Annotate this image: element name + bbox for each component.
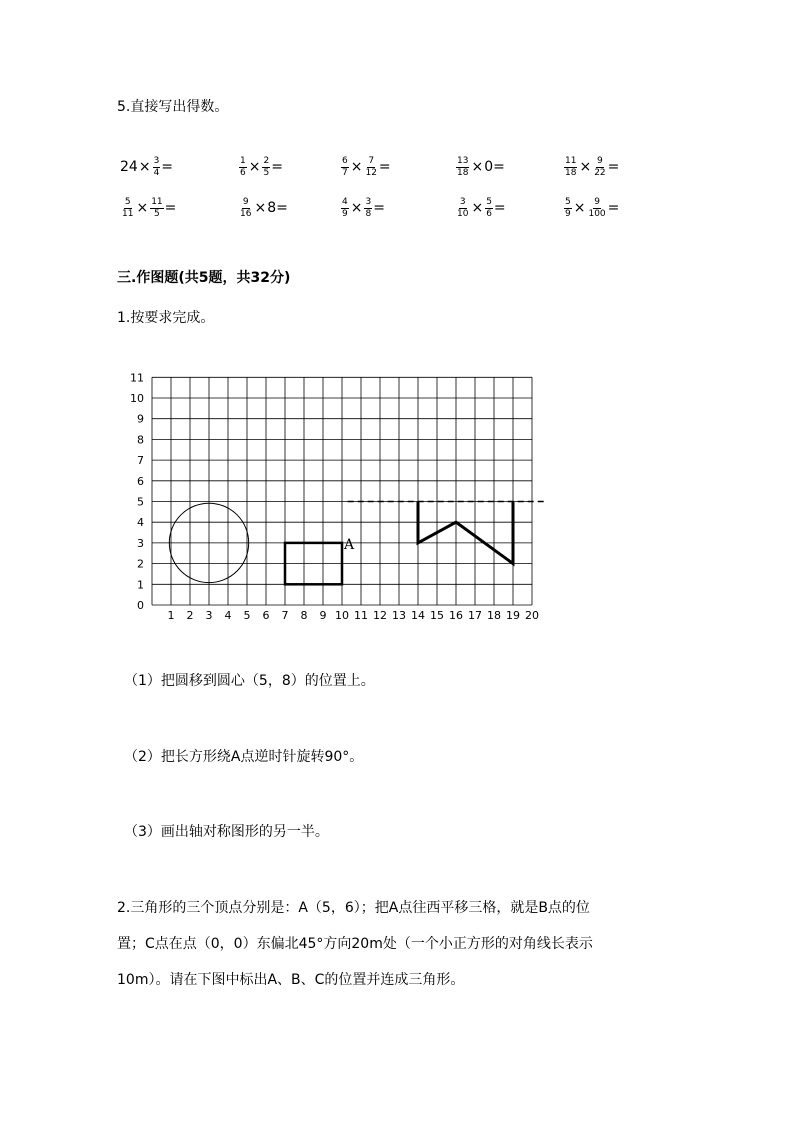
x-tick-label: 20 [525, 609, 539, 622]
fraction [364, 197, 372, 220]
question-2-line-3: 10m）。请在下图中标出A、B、C的位置并连成三角形。 [117, 972, 465, 988]
x-tick-label: 16 [449, 609, 463, 622]
denominator: 18 [565, 167, 577, 178]
y-tick-label: 7 [137, 454, 144, 468]
fraction [564, 197, 572, 220]
integer: 8 [267, 200, 277, 216]
expression [340, 194, 385, 222]
x-tick-label: 17 [468, 609, 482, 622]
numerator: 13 [457, 155, 469, 166]
expression [238, 153, 283, 181]
x-tick-label: 5 [243, 609, 251, 622]
denominator: 5 [154, 208, 160, 219]
fraction [121, 197, 134, 220]
fraction [593, 156, 606, 179]
expression [120, 153, 173, 181]
fraction [364, 156, 377, 179]
fraction [456, 197, 469, 220]
fraction [587, 197, 606, 220]
multiply-sign: × [579, 159, 592, 175]
sub-question-2: （2）把长方形绕A点逆时针旋转90°。 [124, 749, 364, 765]
expression [238, 194, 288, 222]
multiply-sign: × [350, 200, 363, 216]
y-tick-label: 9 [137, 412, 144, 426]
expression [563, 153, 619, 181]
denominator: 6 [486, 208, 492, 219]
expression [563, 194, 619, 222]
coordinate-grid-figure [120, 370, 550, 630]
multiply-sign: × [350, 159, 363, 175]
denominator: 100 [588, 208, 606, 219]
fraction [341, 156, 349, 179]
multiply-sign: × [248, 159, 261, 175]
y-tick-label: 11 [130, 371, 144, 385]
question-1-heading: 1.按要求完成。 [117, 310, 215, 326]
section-3-title: 三.作图题(共5题，共32分) [117, 270, 291, 286]
x-tick-label: 13 [392, 609, 406, 622]
numerator: 5 [486, 196, 492, 207]
fraction [153, 156, 161, 179]
half-symmetric-shape [418, 502, 513, 564]
denominator: 8 [365, 208, 372, 219]
fraction [456, 156, 469, 179]
numerator: 11 [151, 196, 163, 207]
question-5-heading: 5.直接写出得数。 [117, 99, 229, 115]
x-tick-label: 11 [354, 609, 368, 622]
numerator: 1 [240, 155, 246, 166]
integer: 24 [120, 159, 138, 175]
equals-sign: = [164, 200, 177, 216]
expression [120, 194, 176, 222]
denominator: 10 [457, 208, 469, 219]
expression [455, 153, 505, 181]
fraction [341, 197, 349, 220]
equals-sign: = [373, 200, 385, 216]
equals-sign: = [607, 159, 620, 175]
expression [455, 194, 506, 222]
x-tick-label: 19 [506, 609, 520, 622]
expression [340, 153, 391, 181]
fraction [239, 156, 247, 179]
multiply-sign: × [136, 200, 149, 216]
equals-sign: = [607, 200, 620, 216]
y-tick-label: 0 [137, 599, 144, 612]
numerator: 2 [263, 155, 270, 166]
x-tick-label: 8 [300, 609, 308, 622]
multiply-sign: × [471, 200, 484, 216]
equals-sign: = [493, 200, 506, 216]
denominator: 16 [240, 208, 252, 219]
fraction [150, 197, 163, 220]
y-tick-label: 2 [137, 557, 144, 571]
denominator: 7 [342, 167, 348, 178]
fraction [262, 156, 270, 179]
x-tick-label: 9 [319, 609, 327, 622]
equals-sign: = [271, 159, 283, 175]
numerator: 3 [459, 196, 466, 207]
x-tick-label: 3 [205, 609, 213, 622]
y-tick-label: 8 [137, 433, 144, 447]
point-a-label: A [344, 536, 355, 553]
y-tick-label: 10 [130, 392, 144, 405]
y-tick-label: 5 [137, 495, 144, 509]
numerator: 3 [365, 196, 372, 207]
x-tick-label: 4 [224, 609, 232, 622]
numerator: 4 [342, 196, 348, 207]
numerator: 9 [597, 155, 603, 166]
denominator: 9 [342, 208, 348, 219]
denominator: 11 [122, 208, 134, 219]
x-tick-label: 18 [487, 609, 501, 622]
denominator: 18 [457, 167, 469, 178]
fraction [564, 156, 577, 179]
x-tick-label: 1 [167, 609, 175, 622]
multiply-sign: × [471, 159, 484, 175]
numerator: 5 [124, 196, 131, 207]
numerator: 11 [565, 155, 577, 166]
y-tick-label: 3 [137, 536, 144, 550]
x-tick-label: 2 [186, 609, 194, 622]
sub-question-3: （3）画出轴对称图形的另一半。 [124, 824, 329, 840]
equals-sign: = [276, 200, 288, 216]
fraction [485, 197, 493, 220]
fraction [239, 197, 252, 220]
y-tick-label: 6 [137, 474, 144, 488]
equals-sign: = [161, 159, 174, 175]
denominator: 22 [594, 167, 606, 178]
numerator: 9 [242, 196, 249, 207]
x-tick-label: 6 [262, 609, 270, 622]
x-tick-label: 15 [430, 609, 444, 622]
denominator: 6 [240, 167, 246, 178]
denominator: 12 [365, 167, 377, 178]
multiply-sign: × [254, 200, 267, 216]
denominator: 9 [565, 208, 571, 219]
multiply-sign: × [573, 200, 586, 216]
question-2-line-2: 置；C点在点（0，0）东偏北45°方向20m处（一个小正方形的对角线长表示 [117, 936, 593, 952]
sub-question-1: （1）把圆移到圆心（5，8）的位置上。 [124, 673, 375, 689]
denominator: 4 [153, 167, 160, 178]
numerator: 3 [153, 155, 160, 166]
question-2-line-1: 2.三角形的三个顶点分别是：A（5，6）；把A点往西平移三格，就是B点的位 [117, 900, 590, 916]
y-tick-label: 4 [137, 516, 144, 530]
x-axis-labels [168, 609, 540, 622]
x-tick-label: 12 [373, 609, 387, 622]
numerator: 6 [342, 155, 348, 166]
denominator: 5 [263, 167, 270, 178]
equals-sign: = [378, 159, 391, 175]
multiply-sign: × [138, 159, 151, 175]
x-tick-label: 7 [281, 609, 289, 622]
x-tick-label: 10 [335, 609, 349, 622]
numerator: 7 [368, 155, 375, 166]
numerator: 5 [565, 196, 571, 207]
y-axis-labels [130, 371, 144, 612]
integer: 0 [484, 159, 494, 175]
equals-sign: = [493, 159, 505, 175]
y-tick-label: 1 [137, 578, 144, 592]
numerator: 9 [594, 196, 600, 207]
x-tick-label: 14 [411, 609, 425, 622]
